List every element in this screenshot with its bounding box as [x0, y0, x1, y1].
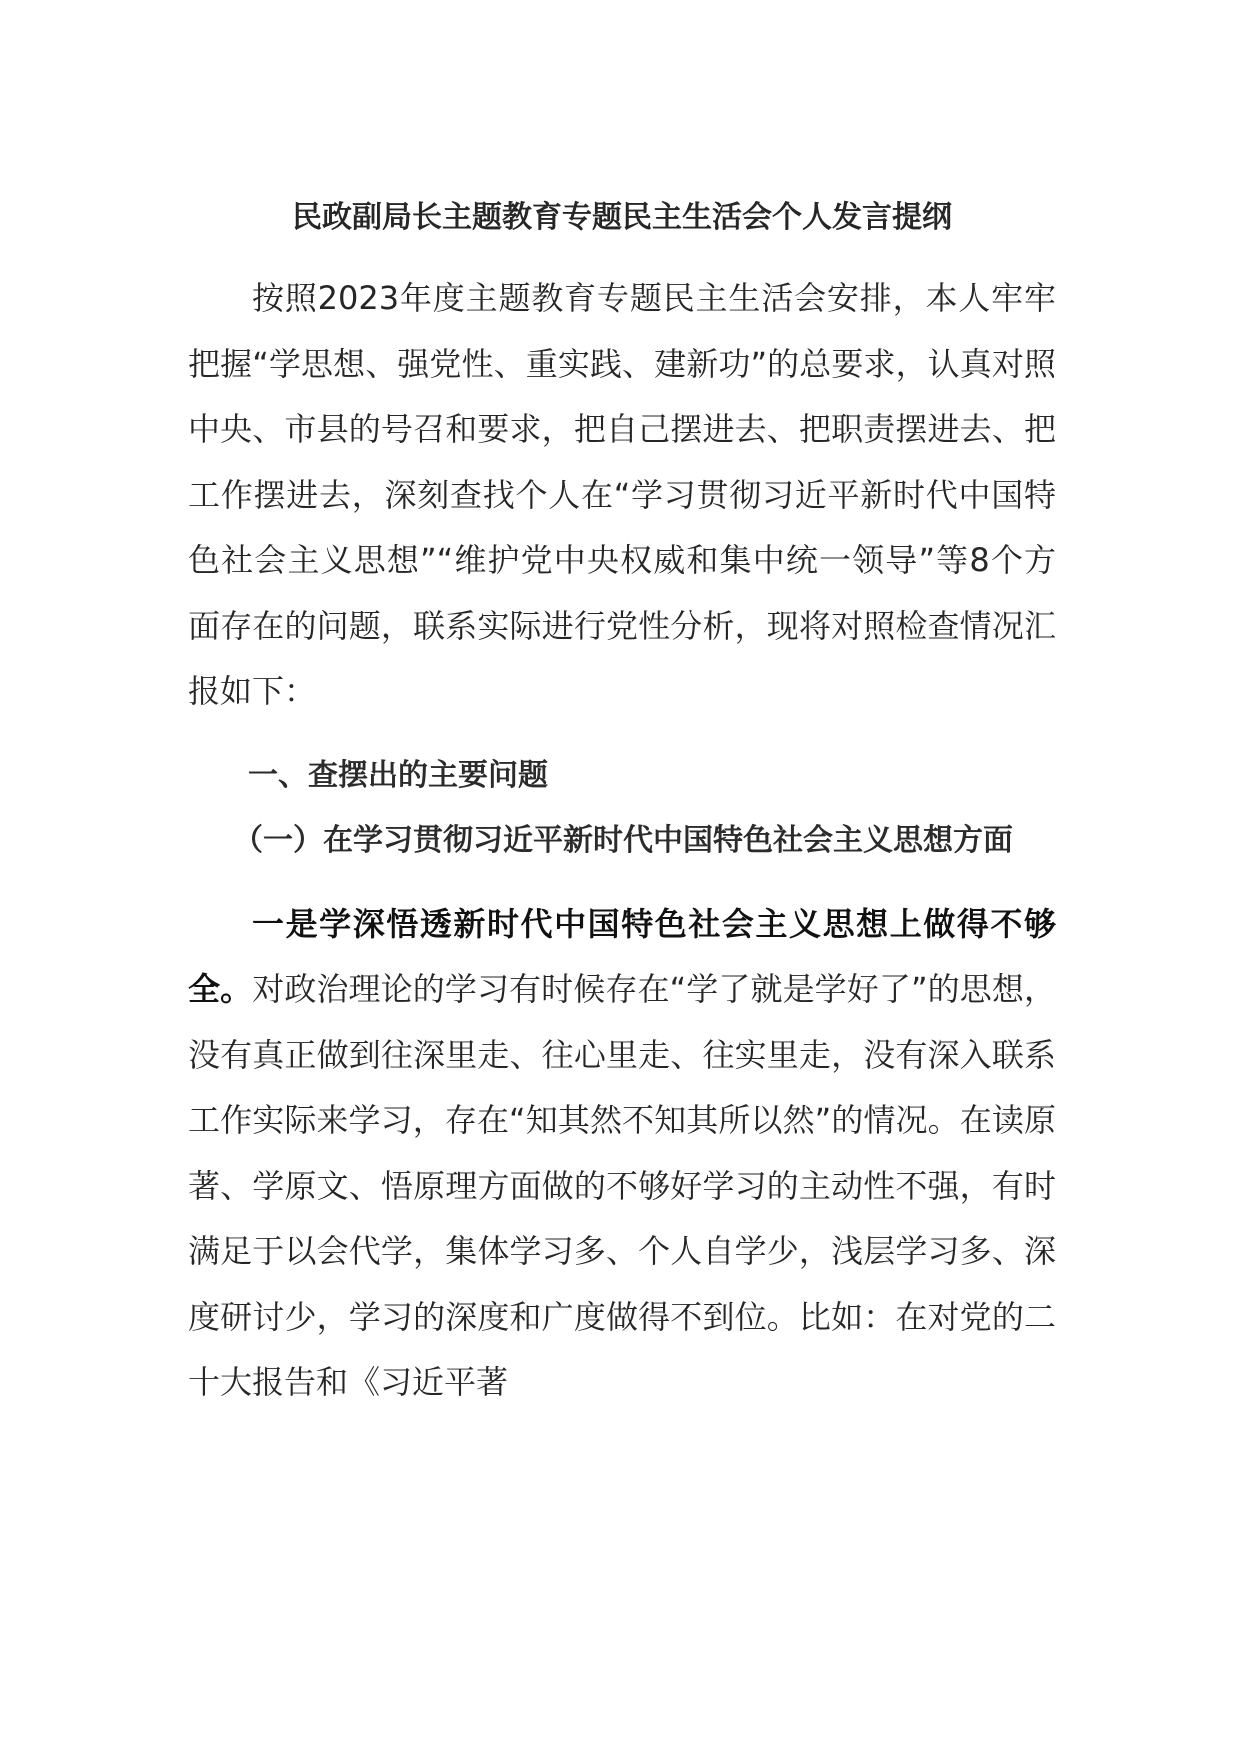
- document-body: [188, 198, 1056, 1416]
- section-heading-1: 一、查摆出的主要问题: [248, 757, 548, 793]
- point-1-lead: 一是学深悟透新时代中国特色社会主义思想上做得不够全。: [188, 904, 1056, 1008]
- point-1-body: 对政治理论的学习有时候存在“学了就是学好了”的思想，没有真正做到往深里走、往心里走、往实里走，没有深入联系工作实际来学习，存在“知其然不知其所以然”的情况。在读原著、学原文、悟原理方面做的不够好学习的主动性不强，有时满足于以会代学，集体学习多、个人自学少，浅层学习多、深度研讨少，学习的深度和广度做得不到位。比如：在对党的二十大报告和《习近平著: [188, 970, 1056, 1401]
- document-title: 民政副局长主题教育专题民主生活会个人发言提纲: [292, 200, 952, 235]
- subsection-heading-1: （一）在学习贯彻习近平新时代中国特色社会主义思想方面: [233, 823, 1013, 858]
- intro-paragraph: 按照2023年度主题教育专题民主生活会安排，本人牢牢把握“学思想、强党性、重实践、建新功”的总要求，认真对照中央、市县的号召和要求，把自己摆进去、把职责摆进去、把工作摆进去，深刻查找个人在“学习贯彻习近平新时代中国特色社会主义思想”“维护党中央权威和集中统一领导”等8个方面存在的问题，联系实际进行党性分析，现将对照检查情况汇报如下：: [188, 279, 1056, 710]
- point-1-paragraph: [188, 892, 1056, 1416]
